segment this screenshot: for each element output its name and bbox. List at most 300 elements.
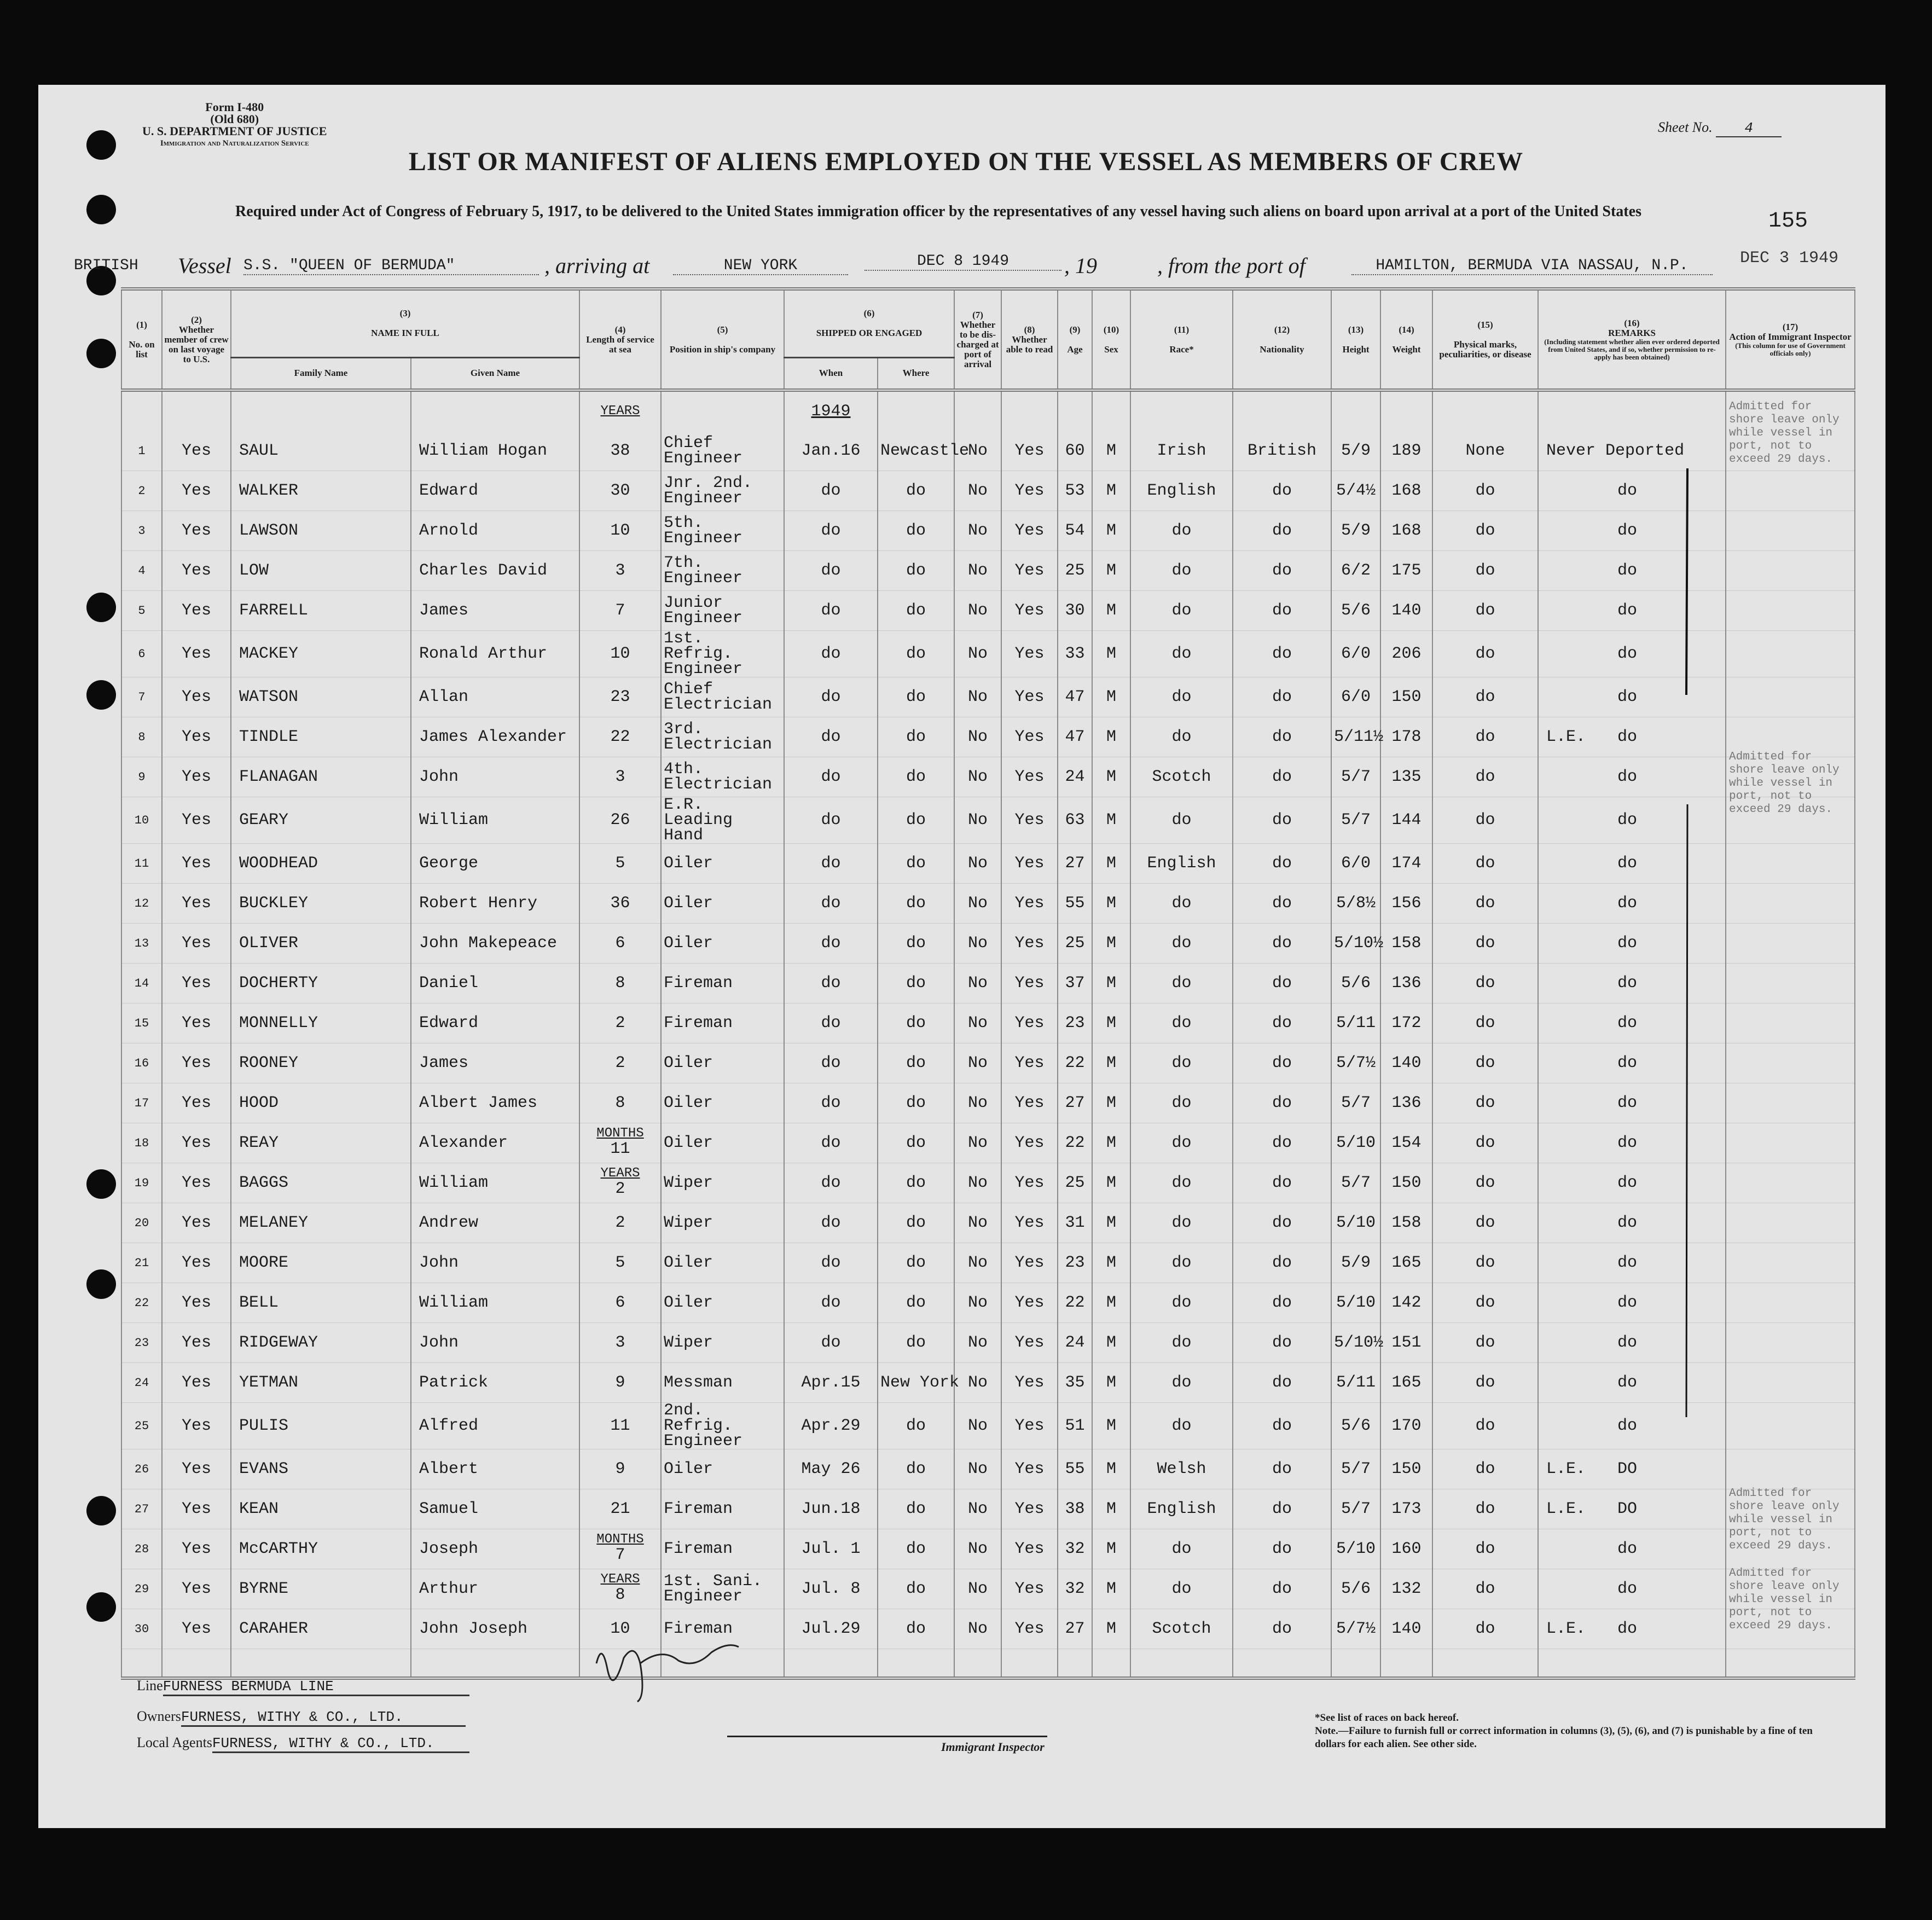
remarks: DO: [1617, 1460, 1638, 1478]
sex-cell: [1092, 1449, 1130, 1489]
remarks: do: [1617, 1094, 1638, 1112]
given-name: John Joseph: [419, 1620, 528, 1638]
weight-cell: [1380, 677, 1432, 717]
discharged-cell: [954, 1449, 1001, 1489]
family-name: BYRNE: [239, 1580, 289, 1598]
given-name-cell: [411, 1083, 579, 1123]
service-length: 8: [615, 974, 625, 993]
physical-marks-cell: [1432, 1323, 1538, 1363]
shipped-when: do: [821, 521, 841, 540]
shipped-where: do: [906, 1333, 926, 1352]
nationality-cell: [1233, 471, 1331, 511]
shipped-where-cell: [878, 797, 954, 844]
nationality-cell: [1233, 1323, 1331, 1363]
shipped-when: do: [821, 1134, 841, 1152]
given-name: Alexander: [419, 1134, 508, 1152]
shipped-where-cell: [878, 471, 954, 511]
given-name: James Alexander: [419, 728, 567, 746]
last-voyage: Yes: [181, 1580, 211, 1598]
shipped-where-cell: [878, 757, 954, 797]
service-length: 8: [615, 1586, 625, 1604]
age: 25: [1065, 934, 1085, 953]
position: 1st. Refrig. Engineer: [664, 629, 743, 678]
last-voyage: Yes: [181, 1620, 211, 1638]
service-length-cell: [579, 964, 661, 1003]
shipped-when: do: [821, 854, 841, 873]
header-family-name: Family Name: [231, 357, 411, 390]
empty-cell: [661, 390, 784, 431]
able-to-read-cell: [1001, 1043, 1058, 1083]
sex: M: [1106, 1540, 1117, 1558]
shipped-when: do: [821, 1293, 841, 1312]
nationality-cell: [1233, 551, 1331, 591]
position: Wiper: [664, 1174, 713, 1192]
row-number: 10: [134, 813, 149, 827]
physical-marks: do: [1475, 934, 1495, 953]
weight: 140: [1391, 1620, 1422, 1638]
header-sex: [1092, 289, 1130, 390]
remarks: do: [1617, 1054, 1638, 1072]
punch-hole-icon: [86, 680, 116, 710]
family-name: ROONEY: [239, 1054, 299, 1072]
sex-cell: [1092, 1363, 1130, 1403]
discharged: No: [968, 645, 988, 663]
service-length-cell: [579, 1403, 661, 1449]
physical-marks: do: [1475, 1500, 1495, 1518]
remarks-cell: [1538, 1163, 1726, 1203]
remarks: do: [1617, 1174, 1638, 1192]
position-cell: [661, 1323, 784, 1363]
footer-line: [137, 1678, 469, 1696]
physical-marks: None: [1465, 442, 1505, 460]
nationality: do: [1272, 482, 1292, 500]
physical-marks: do: [1475, 728, 1495, 746]
discharged-cell: [954, 1123, 1001, 1163]
empty-cell: [1380, 1649, 1432, 1679]
family-name: BUCKLEY: [239, 894, 309, 913]
nationality-cell: [1233, 1283, 1331, 1323]
row-number-cell: [121, 1083, 162, 1123]
able-to-read: Yes: [1014, 1214, 1045, 1232]
physical-marks: do: [1475, 521, 1495, 540]
race: do: [1171, 1293, 1192, 1312]
nationality-cell: [1233, 757, 1331, 797]
service-length-cell: [579, 1323, 661, 1363]
shipped-when-cell: [784, 844, 878, 884]
physical-marks-cell: [1432, 677, 1538, 717]
discharged-cell: [954, 1083, 1001, 1123]
remarks-cell: [1538, 1363, 1726, 1403]
age: 38: [1065, 1500, 1085, 1518]
family-name-cell: [231, 1043, 411, 1083]
label-text: (16): [1624, 317, 1640, 328]
shipped-when-cell: [784, 797, 878, 844]
race: English: [1147, 854, 1216, 873]
family-name: HOOD: [239, 1094, 279, 1112]
family-name-cell: [231, 1323, 411, 1363]
service-length-cell: [579, 511, 661, 551]
shipped-where-cell: [878, 1363, 960, 1403]
label-text: (3): [399, 308, 411, 319]
physical-marks: do: [1475, 1254, 1495, 1272]
label-text: NAME IN FULL: [371, 328, 439, 339]
row-number-cell: [121, 1363, 162, 1403]
able-to-read: Yes: [1014, 894, 1045, 913]
service-length: 26: [610, 811, 630, 830]
empty-cell: [162, 1649, 231, 1679]
shipped-where: do: [906, 521, 926, 540]
family-name: TINDLE: [239, 728, 299, 746]
shipped-where: do: [906, 974, 926, 993]
given-name-cell: [411, 1609, 579, 1649]
height: 5/7: [1341, 811, 1371, 830]
height-cell: [1331, 677, 1380, 717]
able-to-read-cell: [1001, 964, 1058, 1003]
row-number-cell: [121, 1123, 162, 1163]
position-cell: [661, 1003, 784, 1043]
weight: 168: [1391, 482, 1422, 500]
nationality: do: [1272, 1460, 1292, 1478]
inspector-signature-line: [727, 1736, 1047, 1737]
remarks-prefix: L.E.: [1546, 1620, 1586, 1638]
age-cell: [1058, 1163, 1092, 1203]
subtitle: Required under Act of Congress of February 5, 1917, to be delivered to the United States immigration officer by the representatives of any vessel having such aliens on board upon arrival at a port of the United States: [235, 203, 1641, 220]
nationality-cell: [1233, 797, 1331, 844]
empty-cell: [1331, 390, 1380, 431]
shipped-where: do: [906, 1054, 926, 1072]
remarks: do: [1617, 1540, 1638, 1558]
service-length: 30: [610, 482, 630, 500]
given-name: John: [419, 768, 459, 786]
weight: 206: [1391, 645, 1422, 663]
nationality-cell: [1233, 1363, 1331, 1403]
sheet-value: 4: [1716, 120, 1782, 137]
nationality-cell: [1233, 591, 1331, 631]
discharged: No: [968, 1014, 988, 1032]
shipped-when-cell: [784, 431, 878, 471]
height-cell: [1331, 844, 1380, 884]
label-text: SHIPPED OR ENGAGED: [816, 328, 923, 339]
empty-cell: [1092, 1649, 1130, 1679]
weight-cell: [1380, 1043, 1432, 1083]
weight-cell: [1380, 551, 1432, 591]
age: 63: [1065, 811, 1085, 830]
position: Chief Engineer: [664, 434, 743, 468]
owners-value: FURNESS, WITHY & CO., LTD.: [181, 1709, 466, 1727]
given-name: Alfred: [419, 1417, 479, 1435]
remarks-cell: [1538, 631, 1726, 677]
height: 6/0: [1341, 854, 1371, 873]
remarks-cell: [1538, 1489, 1726, 1529]
height-cell: [1331, 797, 1380, 844]
family-name: KEAN: [239, 1500, 279, 1518]
row-number-cell: [121, 1163, 162, 1203]
remarks-cell: [1538, 1123, 1726, 1163]
sex: M: [1106, 728, 1117, 746]
given-name-cell: [411, 1449, 579, 1489]
family-name: DOCHERTY: [239, 974, 318, 993]
department: U. S. DEPARTMENT OF JUSTICE: [142, 124, 327, 138]
row-number-cell: [121, 844, 162, 884]
label-text: Action of Immigrant Inspector: [1729, 331, 1852, 342]
weight-cell: [1380, 1569, 1432, 1609]
ditto-bracket-icon: [1680, 465, 1696, 1423]
shipped-when-cell: [784, 1569, 878, 1609]
height-cell: [1331, 717, 1384, 757]
family-name: CARAHER: [239, 1620, 309, 1638]
position-cell: [661, 1203, 784, 1243]
able-to-read-cell: [1001, 591, 1058, 631]
row-number-cell: [121, 511, 162, 551]
label-text: (This column for use of Government officials only): [1735, 341, 1846, 357]
height: 5/11: [1336, 1014, 1376, 1032]
discharged: No: [968, 1214, 988, 1232]
last-voyage: Yes: [181, 768, 211, 786]
punch-hole-icon: [86, 1169, 116, 1199]
remarks-cell: [1538, 1609, 1726, 1649]
race-cell: [1130, 1123, 1233, 1163]
last-voyage-cell: [162, 797, 231, 844]
able-to-read-cell: [1001, 717, 1058, 757]
nationality: do: [1272, 854, 1292, 873]
given-name-cell: [411, 591, 579, 631]
shipped-where-cell: [878, 1283, 954, 1323]
race-cell: [1130, 964, 1233, 1003]
row-number-cell: [121, 1283, 162, 1323]
family-name-cell: [231, 1123, 411, 1163]
empty-cell: [878, 390, 954, 431]
sex: M: [1106, 1417, 1117, 1435]
weight: 189: [1391, 442, 1422, 460]
weight: 150: [1391, 1174, 1422, 1192]
remarks-prefix: L.E.: [1546, 1500, 1586, 1518]
service-length: 11: [610, 1140, 630, 1158]
remarks-cell: [1538, 471, 1726, 511]
position-cell: [661, 964, 784, 1003]
age: 55: [1065, 894, 1085, 913]
given-name: Arthur: [419, 1580, 479, 1598]
age: 32: [1065, 1540, 1085, 1558]
height: 6/2: [1341, 561, 1371, 580]
family-name: WALKER: [239, 482, 299, 500]
shore-leave-stamp: Admitted for shore leave only while vessel in port, not to exceed 29 days.: [1729, 1567, 1840, 1632]
row-number-cell: [121, 717, 162, 757]
weight: 174: [1391, 854, 1422, 873]
empty-cell: [121, 1649, 162, 1679]
row-number: 3: [138, 524, 146, 538]
punch-hole-icon: [86, 195, 116, 224]
nationality: do: [1272, 1373, 1292, 1392]
height-cell: [1331, 1529, 1380, 1569]
age-cell: [1058, 757, 1092, 797]
remarks-cell: [1538, 717, 1726, 757]
sex: M: [1106, 561, 1117, 580]
discharged: No: [968, 1500, 988, 1518]
discharged: No: [968, 688, 988, 706]
weight: 178: [1391, 728, 1422, 746]
shipped-when-cell: [784, 631, 878, 677]
age: 31: [1065, 1214, 1085, 1232]
given-name-cell: [411, 717, 579, 757]
family-name-cell: [231, 431, 411, 471]
able-to-read: Yes: [1014, 1014, 1045, 1032]
given-name: John Makepeace: [419, 934, 558, 953]
remarks-cell: [1538, 1203, 1726, 1243]
shipped-when-cell: [784, 1043, 878, 1083]
age: 22: [1065, 1134, 1085, 1152]
height: 6/0: [1341, 688, 1371, 706]
empty-cell: [1726, 1649, 1855, 1679]
service-length: 23: [610, 688, 630, 706]
nationality: do: [1272, 1540, 1292, 1558]
row-number: 30: [134, 1622, 149, 1636]
sex: M: [1106, 1254, 1117, 1272]
label-text: (11): [1174, 324, 1190, 335]
nationality: do: [1272, 561, 1292, 580]
given-name-cell: [411, 677, 579, 717]
service-unit: YEARS: [600, 1572, 640, 1587]
discharged-cell: [954, 677, 1001, 717]
shipped-where-cell: [878, 1083, 954, 1123]
shipped-where-cell: [878, 844, 954, 884]
empty-cell: [1331, 1649, 1380, 1679]
physical-marks: do: [1475, 1014, 1495, 1032]
position: Oiler: [664, 1254, 713, 1272]
family-name-cell: [231, 471, 411, 511]
service-length-cell: [579, 1123, 661, 1163]
race-cell: [1130, 1609, 1233, 1649]
discharged: No: [968, 1254, 988, 1272]
empty-cell: [878, 1649, 954, 1679]
position: Oiler: [664, 1094, 713, 1112]
nationality-cell: [1233, 677, 1331, 717]
sex: M: [1106, 934, 1117, 953]
label-text: (13): [1348, 324, 1364, 335]
nationality: do: [1272, 1500, 1292, 1518]
weight-cell: [1380, 797, 1432, 844]
row-number-cell: [121, 1203, 162, 1243]
height: 5/6: [1341, 974, 1371, 993]
table-row: [121, 1163, 1855, 1203]
shipped-when: do: [821, 974, 841, 993]
service-length-cell: [579, 1449, 661, 1489]
position: Messman: [664, 1373, 733, 1392]
last-voyage-cell: [162, 1449, 231, 1489]
discharged-cell: [954, 591, 1001, 631]
last-voyage-cell: [162, 1283, 231, 1323]
service-length: 7: [615, 1546, 625, 1564]
discharged-cell: [954, 1363, 1001, 1403]
given-name: Albert James: [419, 1094, 538, 1112]
discharged-cell: [954, 1489, 1001, 1529]
given-name: James: [419, 1054, 469, 1072]
empty-cell: [1058, 390, 1092, 431]
last-voyage: Yes: [181, 442, 211, 460]
given-name-cell: [411, 797, 579, 844]
last-voyage-cell: [162, 1323, 231, 1363]
header-no: [121, 289, 162, 390]
last-voyage: Yes: [181, 521, 211, 540]
remarks: do: [1617, 1373, 1638, 1392]
weight-cell: [1380, 1489, 1432, 1529]
sex: M: [1106, 1620, 1117, 1638]
height: 5/10½: [1334, 934, 1384, 953]
race: do: [1171, 1134, 1192, 1152]
service-length: 2: [615, 1180, 625, 1198]
last-voyage: Yes: [181, 1540, 211, 1558]
shipped-when: do: [821, 934, 841, 953]
nationality: do: [1272, 1094, 1292, 1112]
label-text: (9): [1069, 324, 1081, 335]
remarks: Never Deported: [1546, 442, 1685, 460]
sex-cell: [1092, 1163, 1130, 1203]
able-to-read: Yes: [1014, 1174, 1045, 1192]
last-voyage: Yes: [181, 854, 211, 873]
position-cell: [661, 1449, 784, 1489]
last-voyage-cell: [162, 471, 231, 511]
able-to-read: Yes: [1014, 728, 1045, 746]
last-voyage: Yes: [181, 1373, 211, 1392]
table-row: [121, 1449, 1855, 1489]
service-length: 10: [610, 645, 630, 663]
sex: M: [1106, 1460, 1117, 1478]
remarks-cell: [1538, 511, 1726, 551]
shipped-when: Jul. 1: [801, 1540, 861, 1558]
able-to-read-cell: [1001, 1203, 1058, 1243]
last-voyage: Yes: [181, 645, 211, 663]
row-number: 17: [134, 1096, 149, 1110]
inspector-action-cell: [1726, 1003, 1855, 1043]
discharged: No: [968, 768, 988, 786]
position-cell: [661, 471, 784, 511]
header-age: [1058, 289, 1092, 390]
remarks: do: [1617, 1134, 1638, 1152]
shipped-where: do: [906, 1417, 926, 1435]
sex-cell: [1092, 1043, 1130, 1083]
position-cell: [661, 717, 784, 757]
table-row: [121, 1003, 1855, 1043]
shipped-where-cell: [878, 1609, 954, 1649]
able-to-read: Yes: [1014, 1620, 1045, 1638]
physical-marks-cell: [1432, 1003, 1538, 1043]
row-number: 26: [134, 1462, 149, 1476]
sex: M: [1106, 1333, 1117, 1352]
sex: M: [1106, 1293, 1117, 1312]
shipped-when-cell: [784, 924, 878, 964]
last-voyage: Yes: [181, 934, 211, 953]
age: 60: [1065, 442, 1085, 460]
shipped-where: do: [906, 1214, 926, 1232]
given-name: Ronald Arthur: [419, 645, 548, 663]
weight-cell: [1380, 1609, 1432, 1649]
given-name: Arnold: [419, 521, 479, 540]
shipped-where-cell: [878, 1003, 954, 1043]
able-to-read-cell: [1001, 757, 1058, 797]
nationality-cell: [1233, 431, 1331, 471]
last-voyage-cell: [162, 551, 231, 591]
family-name-cell: [231, 1163, 411, 1203]
able-to-read: Yes: [1014, 482, 1045, 500]
service-length: 22: [610, 728, 630, 746]
physical-marks: do: [1475, 561, 1495, 580]
discharged-cell: [954, 1609, 1001, 1649]
shipped-when-cell: [784, 1083, 878, 1123]
physical-marks: do: [1475, 1417, 1495, 1435]
nationality-cell: [1233, 1449, 1331, 1489]
family-name: RIDGEWAY: [239, 1333, 318, 1352]
position-cell: [661, 757, 784, 797]
race: do: [1171, 645, 1192, 663]
